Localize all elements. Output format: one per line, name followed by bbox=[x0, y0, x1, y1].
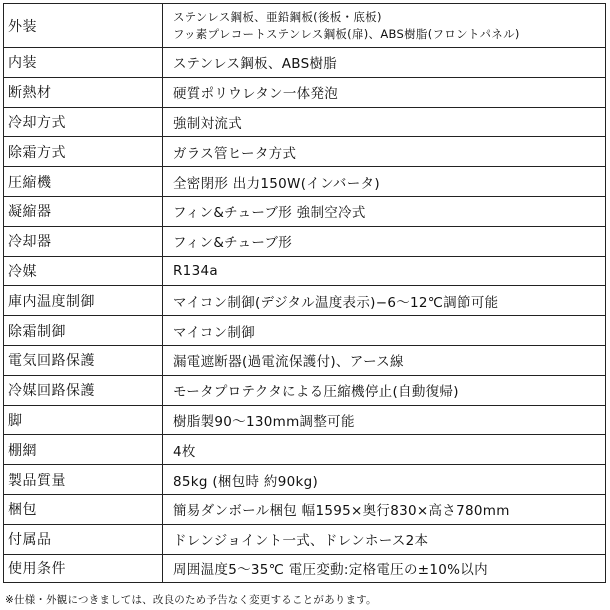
spec-value: フィン&チューブ形 bbox=[173, 235, 293, 252]
spec-value: 4枚 bbox=[173, 443, 196, 460]
spec-label: 使用条件 bbox=[4, 555, 163, 583]
footnote: ※仕様・外観につきましては、改良のため予告なく変更することがあります。 bbox=[5, 594, 377, 606]
spec-value bbox=[163, 4, 605, 47]
spec-label: 除霜制御 bbox=[4, 316, 163, 345]
spec-row-accessories bbox=[3, 524, 606, 554]
spec-label: 外装 bbox=[4, 4, 163, 47]
spec-row-weight bbox=[3, 464, 606, 494]
spec-label: 内装 bbox=[4, 48, 163, 77]
spec-row-cooling-method bbox=[3, 107, 606, 137]
spec-value-line-1: ステンレス鋼板、亜鉛鋼板(後板・底板) bbox=[173, 9, 382, 24]
spec-label: 凝縮器 bbox=[4, 197, 163, 226]
spec-row-defrost-control bbox=[3, 315, 606, 345]
spec-value: モータプロテクタによる圧縮機停止(自動復帰) bbox=[173, 384, 459, 401]
spec-value: ステンレス鋼板、ABS樹脂 bbox=[173, 56, 338, 73]
spec-row-legs bbox=[3, 405, 606, 435]
spec-row-exterior bbox=[3, 3, 606, 47]
spec-row-insulation bbox=[3, 77, 606, 107]
spec-value: 周囲温度5〜35℃ 電圧変動:定格電圧の±10%以内 bbox=[173, 562, 488, 579]
spec-value: マイコン制御 bbox=[173, 324, 255, 341]
spec-label: 棚網 bbox=[4, 435, 163, 464]
spec-value: マイコン制御(デジタル温度表示)−6〜12℃調節可能 bbox=[173, 294, 499, 311]
spec-row-refrigerant-protection bbox=[3, 375, 606, 405]
spec-row-condenser bbox=[3, 196, 606, 226]
spec-label: 冷却器 bbox=[4, 227, 163, 256]
spec-value: ガラス管ヒータ方式 bbox=[173, 145, 297, 162]
spec-label: 脚 bbox=[4, 406, 163, 435]
spec-row-compressor bbox=[3, 166, 606, 196]
spec-table bbox=[3, 3, 606, 583]
spec-value: R134a bbox=[173, 262, 218, 279]
spec-row-temp-control bbox=[3, 285, 606, 315]
spec-value: 全密閉形 出力150W(インバータ) bbox=[173, 175, 380, 192]
spec-value: 硬質ポリウレタン一体発泡 bbox=[173, 86, 339, 103]
spec-row-refrigerant bbox=[3, 256, 606, 286]
spec-value: 強制対流式 bbox=[173, 115, 242, 132]
spec-label: 庫内温度制御 bbox=[4, 286, 163, 315]
spec-label: 付属品 bbox=[4, 525, 163, 554]
spec-value: 樹脂製90〜130mm調整可能 bbox=[173, 413, 355, 430]
spec-label: 冷媒回路保護 bbox=[4, 376, 163, 405]
spec-label: 圧縮機 bbox=[4, 167, 163, 196]
spec-value-line-2: フッ素プレコートステンレス鋼板(扉)、ABS樹脂(フロントパネル) bbox=[173, 26, 520, 41]
spec-value: 85kg (梱包時 約90kg) bbox=[173, 473, 319, 490]
spec-value: フィン&チューブ形 強制空冷式 bbox=[173, 205, 366, 222]
spec-row-evaporator bbox=[3, 226, 606, 256]
spec-row-operating-conditions bbox=[3, 554, 606, 584]
spec-label: 梱包 bbox=[4, 495, 163, 524]
spec-row-interior bbox=[3, 47, 606, 77]
spec-row-shelves bbox=[3, 434, 606, 464]
spec-label: 断熱材 bbox=[4, 78, 163, 107]
spec-row-defrost-method bbox=[3, 136, 606, 166]
spec-label: 除霜方式 bbox=[4, 137, 163, 166]
spec-label: 電気回路保護 bbox=[4, 346, 163, 375]
spec-value: ドレンジョイント一式、ドレンホース2本 bbox=[173, 533, 429, 550]
spec-row-packaging bbox=[3, 494, 606, 524]
spec-value: 漏電遮断器(過電流保護付)、アース線 bbox=[173, 354, 404, 371]
spec-row-electrical-protection bbox=[3, 345, 606, 375]
spec-label: 冷却方式 bbox=[4, 108, 163, 137]
spec-label: 冷媒 bbox=[4, 257, 163, 286]
spec-label: 製品質量 bbox=[4, 465, 163, 494]
spec-value: 簡易ダンボール梱包 幅1595×奥行830×高さ780mm bbox=[173, 503, 510, 520]
